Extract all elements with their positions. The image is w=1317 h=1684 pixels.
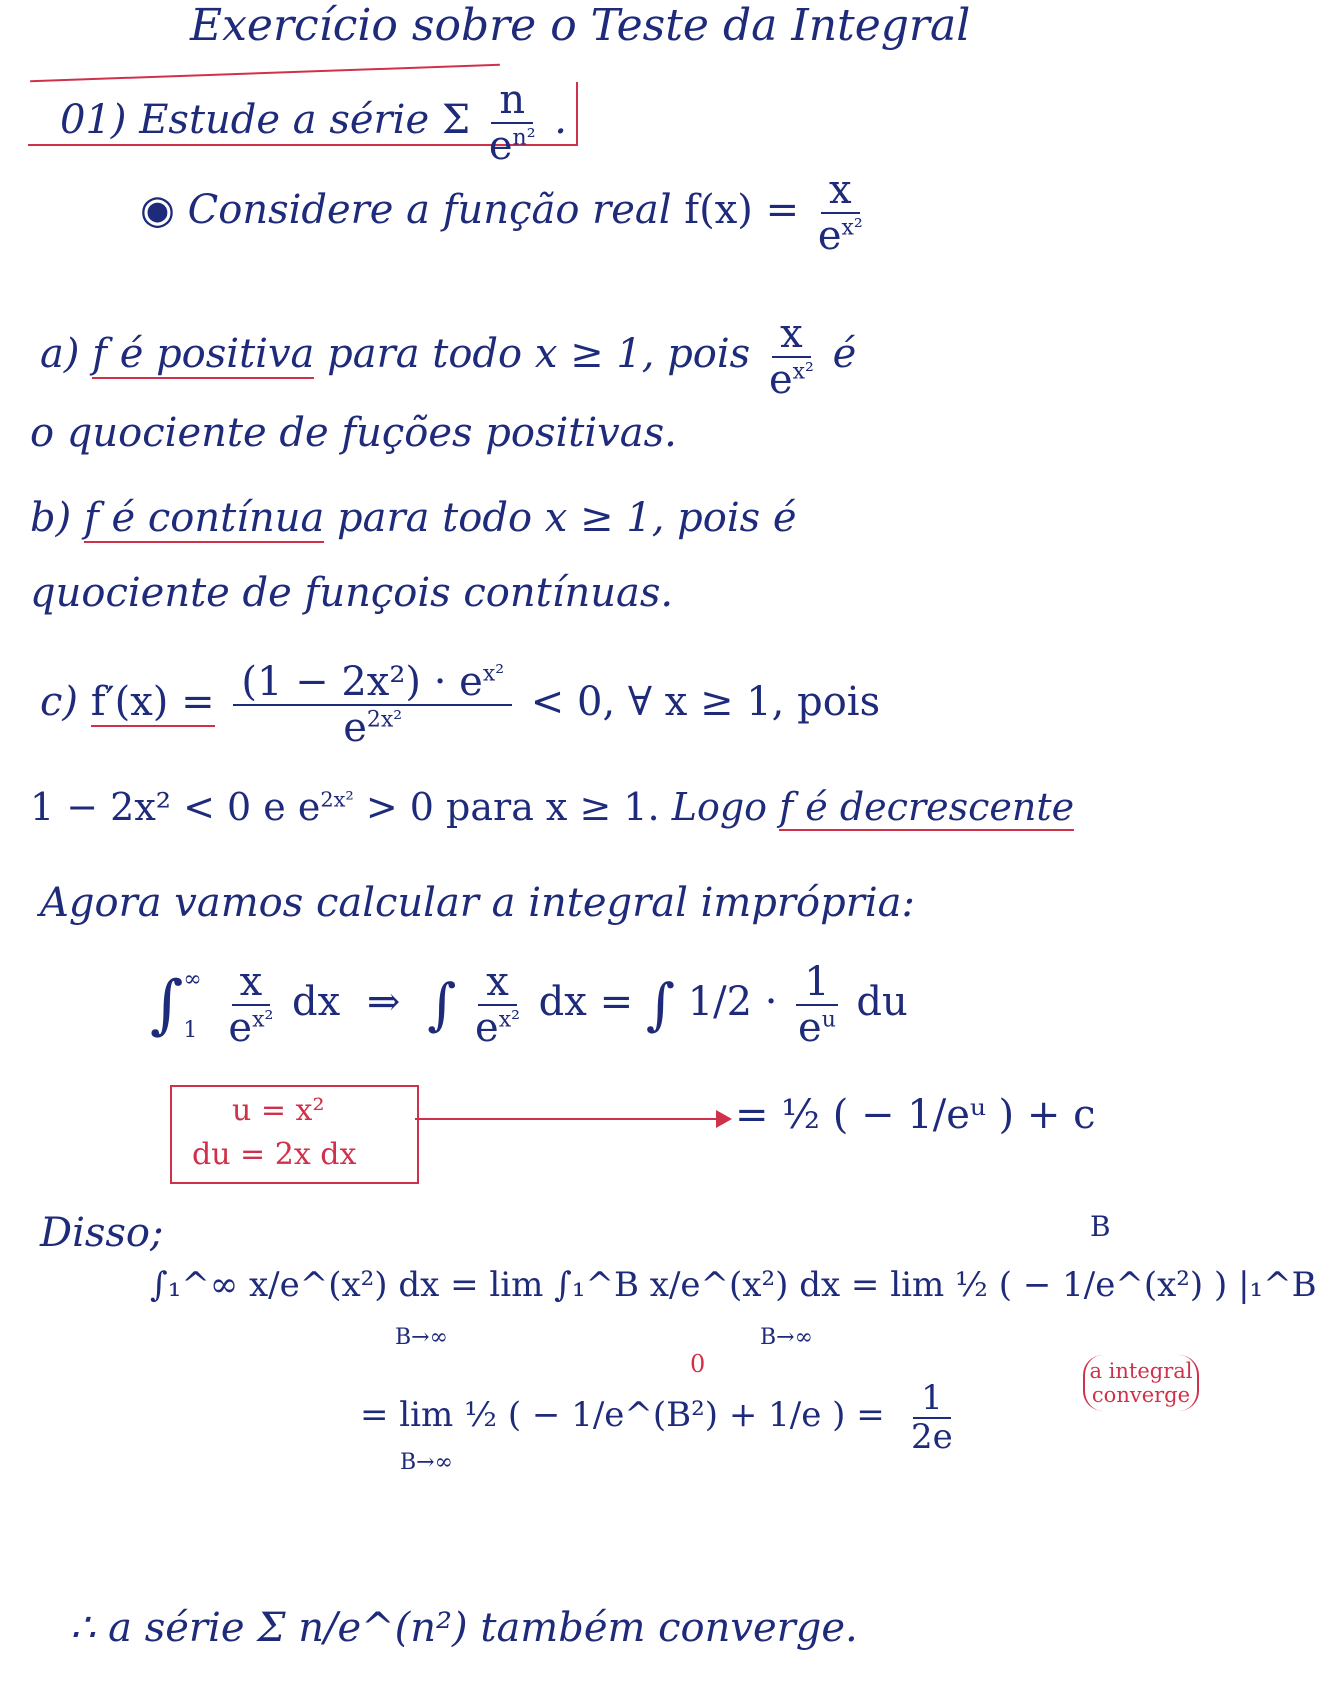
fraction-numerator: x [772,312,811,358]
consider-line [140,168,869,258]
substitution-box [170,1085,419,1184]
half-factor: 1/2 [687,979,753,1025]
indefinite-integral-sign: ∫ [427,972,457,1038]
page-title: Exercício sobre o Teste da Integral [190,0,971,51]
item-c-label: c) [40,679,79,725]
item-a-text: para todo x ≥ 1, pois [327,331,751,377]
item-a [40,312,856,402]
item-b [30,495,797,541]
final-statement: ∴ a série Σ n/e^(n²) também converge. [70,1605,858,1651]
consider-func: f(x) = [684,187,800,233]
conclusion-line1: ∫₁^∞ x/e^(x²) dx = lim ∫₁^B x/e^(x²) dx = lim ½ ( − 1/e^(x²) ) |₁^B [150,1265,1317,1305]
item-a-after: é [832,331,857,377]
item-a-line2: o quociente de fuções positivas. [30,410,677,456]
item-c-inequality: 1 − 2x² < 0 e e [30,785,321,829]
problem-fraction [489,78,536,168]
item-c [40,660,880,750]
fraction-denominator: $e^{n^2}$ [488,123,536,169]
item-c-condition: > 0 para x ≥ 1. [365,785,660,829]
problem-label: 01) [60,97,127,143]
integral-sign: ∫ [150,968,184,1042]
fraction-numerator: n [491,78,533,124]
improper-integral: ∫ ∞ 1 $\frac{x}{e^{x^2}}$ dx ⇒ ∫ $\frac{x}{e^{x^2}}$ dx = ∫ 1/2 · $\frac{1}{e^u}$ du [150,959,908,1051]
item-b-line2: quociente de funçois contínuas. [30,570,674,616]
item-a-label: a) [40,331,80,377]
implies-arrow: ⇒ [366,979,401,1025]
item-a-fraction [769,312,814,402]
zero-annotation: 0 [690,1350,706,1378]
lim-subscript-2: B→∞ [760,1325,813,1350]
problem-end: . [554,97,567,143]
conclusion-line2: = lim ½ ( − 1/e^(B²) + 1/e ) = [360,1395,885,1435]
integrand-fraction [228,960,273,1050]
problem-statement [60,78,567,168]
consider-text: Considere a função real [187,187,672,233]
item-b-underlined: f é contínua [83,495,325,541]
consider-fraction [818,168,863,258]
substituted-integral-sign: ∫ [645,972,675,1038]
fraction-numerator: $(1 - 2x^2) \cdot e^{x^2}$ [233,660,512,706]
improper-heading: Agora vamos calcular a integral imprópria: [40,880,915,926]
substitution-du: du = 2x dx [192,1137,357,1172]
item-b-label: b) [30,495,72,541]
substitution-arrow [415,1118,725,1120]
fraction-numerator: x [478,960,517,1006]
item-c-exp: 2x² [320,787,354,812]
substituted-du: du [856,979,908,1025]
item-b-text: para todo x ≥ 1, pois é [337,495,797,541]
equals-sign: = [599,979,634,1025]
bullet-icon: ◉ [140,187,175,233]
lim-subscript-3: B→∞ [400,1450,453,1475]
item-c-underlined: f é decrescente [779,785,1075,829]
integral-upper: ∞ [183,967,202,992]
convergence-note: a integral converge [1083,1355,1199,1411]
indefinite-dx: dx [538,979,587,1025]
indefinite-integrand [475,960,520,1050]
fraction-denominator: $e^{x^2}$ [228,1005,274,1051]
antiderivative-result: = ½ ( − 1/eᵘ ) + c [735,1092,1096,1138]
upper-limit-B: B [1090,1210,1111,1243]
arrow-head-icon [716,1110,732,1128]
final-value-fraction [911,1380,953,1457]
lim-subscript-1: B→∞ [395,1325,448,1350]
integral-lower: 1 [183,1018,198,1043]
fraction-numerator: x [821,168,860,214]
fraction-numerator: 1 [913,1380,951,1419]
fraction-numerator: 1 [796,960,837,1006]
substitution-u: u = x² [232,1093,325,1128]
conclusion-intro: Disso; [40,1210,164,1256]
fraction-denominator: $e^{x^2}$ [768,357,814,403]
fraction-numerator: x [232,960,271,1006]
fraction-denominator: $e^u$ [798,1005,836,1051]
fraction-denominator: $e^{x^2}$ [475,1005,520,1051]
item-c-after: < 0, ∀ x ≥ 1, pois [530,679,881,725]
fraction-denominator: 2e [911,1417,953,1458]
fraction-denominator: $e^{x^2}$ [817,213,863,259]
problem-sum: Σ [441,97,471,143]
problem-text: Estude a série [139,97,430,143]
item-a-underlined: f é positiva [92,331,315,377]
substituted-fraction [796,960,837,1050]
fraction-denominator: $e^{2x^2}$ [343,705,403,751]
item-c-logo: Logo [671,785,768,829]
item-c-deriv: f′(x) = [90,679,215,725]
item-c-fraction [233,660,512,750]
integral-dx: dx [292,979,341,1025]
item-c-line2 [30,785,1074,829]
